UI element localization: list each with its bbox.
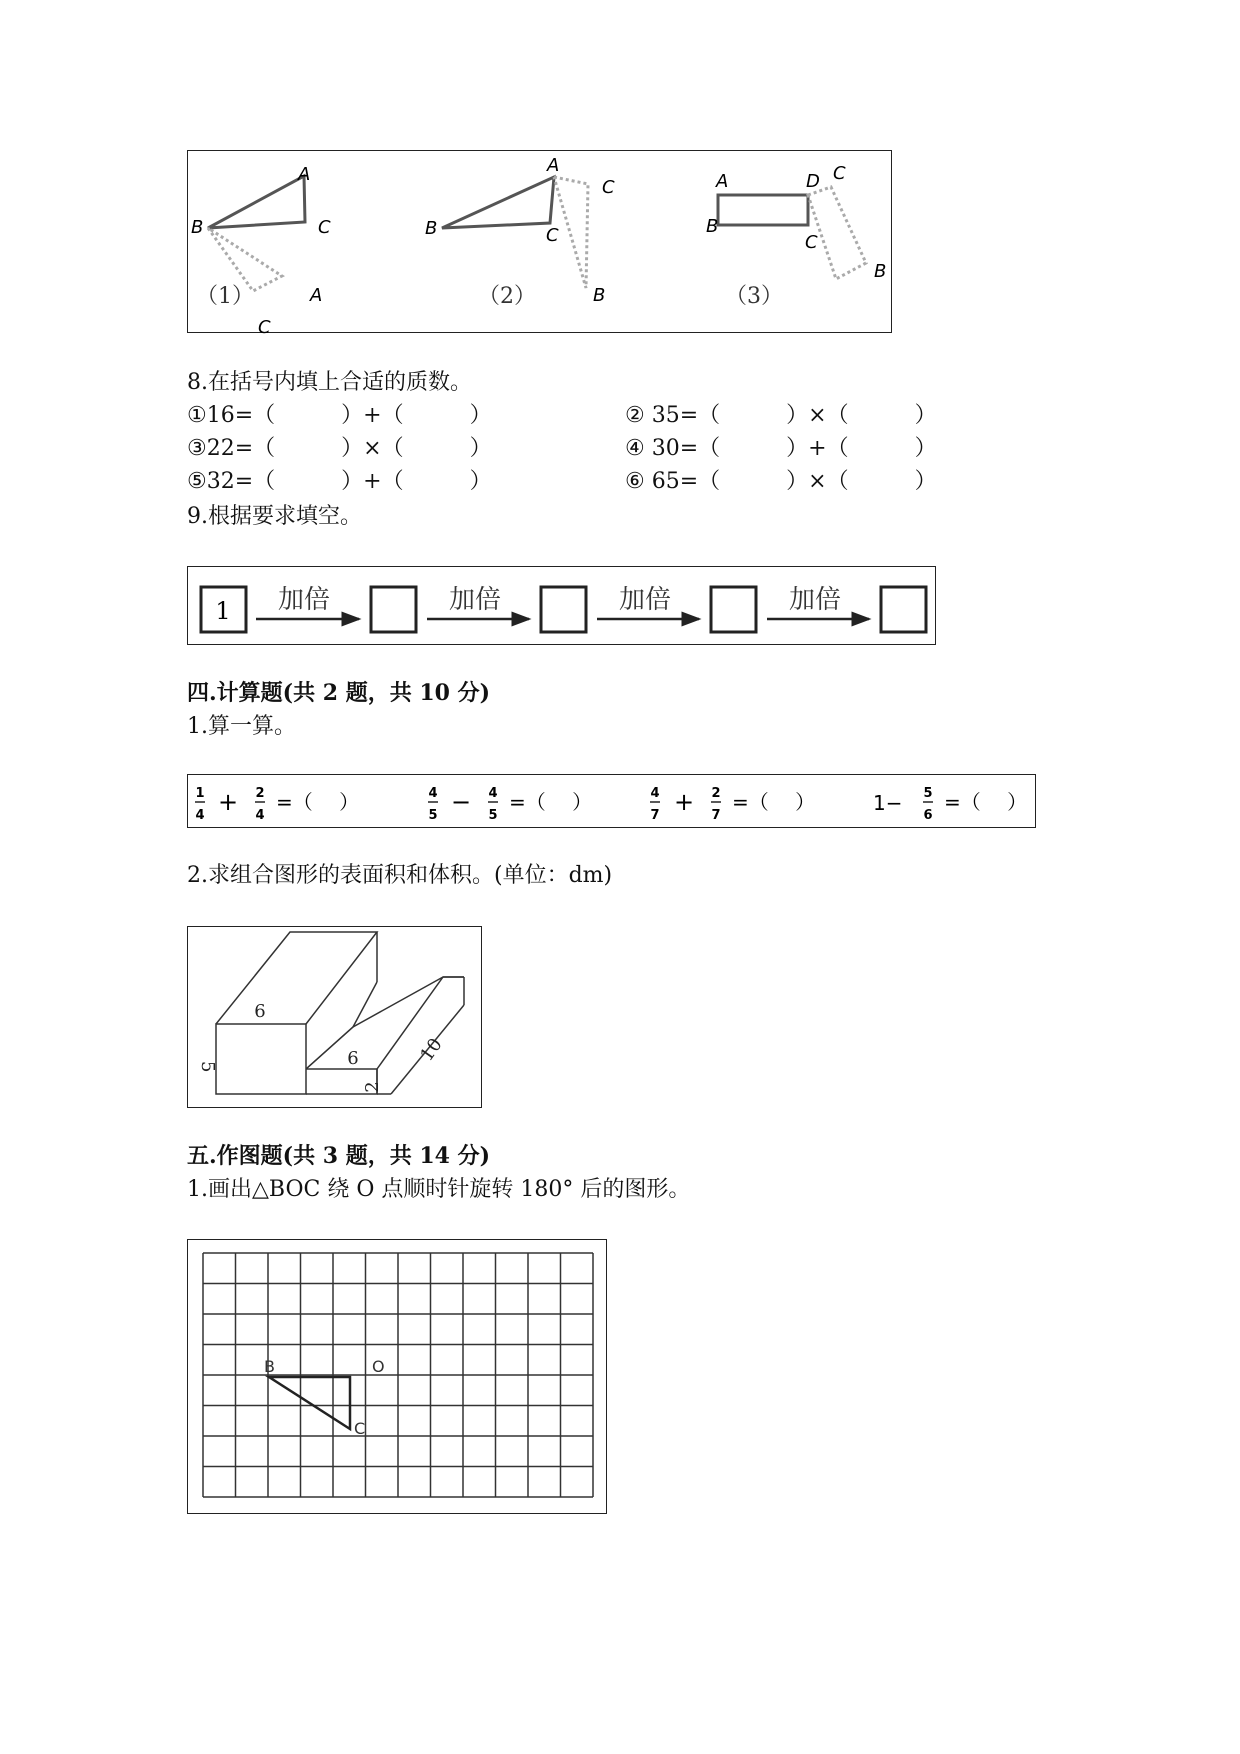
svg-text:4: 4 <box>428 786 438 801</box>
triangle-boc <box>269 1377 350 1429</box>
label-b: B <box>264 1357 275 1376</box>
answer-box-3[interactable] <box>711 587 756 632</box>
section-4-heading: 四.计算题(共 2 题，共 10 分) <box>187 680 491 706</box>
label-b-rotated: B <box>874 261 887 282</box>
label-left-height: 5 <box>197 1061 218 1073</box>
label-o: O <box>372 1357 385 1376</box>
label-top-length: 6 <box>254 1001 266 1022</box>
answer-blank[interactable]: =（ ） <box>732 790 816 814</box>
label-step-length: 6 <box>347 1048 359 1069</box>
drawing-question-1-title: 1.画出△BOC 绕 O 点顺时针旋转 180° 后的图形。 <box>187 1177 691 1202</box>
svg-text:+: + <box>673 788 695 816</box>
label-step-height: 2 <box>362 1081 383 1093</box>
label-c: C <box>354 1419 366 1438</box>
question-8-title: 8.在括号内填上合适的质数。 <box>187 370 472 395</box>
label-a: A <box>298 164 311 185</box>
q8-item-5: ⑤32=（ ）+（ ） <box>187 469 492 494</box>
q8-item-6: ⑥ 65=（ ）×（ ） <box>625 469 937 494</box>
label-depth: 10 <box>416 1034 447 1066</box>
arrow-label-double: 加倍 <box>448 585 502 615</box>
svg-text:7: 7 <box>650 808 660 823</box>
rotation-grid-figure <box>187 1239 607 1514</box>
calc-item-1 <box>195 786 359 823</box>
answer-blank[interactable]: =（ ） <box>509 790 593 814</box>
q8-item-2: ② 35=（ ）×（ ） <box>625 403 937 428</box>
calc-question-1-title: 1.算一算。 <box>187 714 296 739</box>
svg-text:2: 2 <box>255 786 265 801</box>
calc-item-3 <box>650 786 815 823</box>
svg-text:4: 4 <box>488 786 498 801</box>
fraction-calc-strip <box>187 774 1036 828</box>
svg-text:1−: 1− <box>873 791 903 815</box>
label-c: C <box>546 225 559 246</box>
q8-item-4: ④ 30=（ ）+（ ） <box>625 436 937 461</box>
svg-text:6: 6 <box>923 808 933 823</box>
label-a: A <box>716 171 729 192</box>
answer-blank[interactable]: =（ ） <box>276 790 360 814</box>
combined-solid-figure <box>187 926 482 1108</box>
svg-text:5: 5 <box>488 808 498 823</box>
section-5-heading: 五.作图题(共 3 题，共 14 分) <box>187 1143 491 1169</box>
rotation-case-2 <box>425 155 615 309</box>
label-b: B <box>706 216 719 237</box>
question-9-title: 9.根据要求填空。 <box>187 504 362 529</box>
arrow-label-double: 加倍 <box>277 585 331 615</box>
arrow-label-double: 加倍 <box>618 585 672 615</box>
calc-question-2-title: 2.求组合图形的表面积和体积。(单位：dm) <box>187 863 613 888</box>
label-c-rotated: C <box>602 177 615 198</box>
calc-item-4 <box>873 786 1027 823</box>
svg-text:7: 7 <box>711 808 721 823</box>
q8-item-1: ①16=（ ）+（ ） <box>187 403 492 428</box>
answer-blank[interactable]: =（ ） <box>944 790 1028 814</box>
q8-item-3: ③22=（ ）×（ ） <box>187 436 492 461</box>
label-b: B <box>425 218 438 239</box>
rotation-case-1 <box>191 164 331 334</box>
arrow-label-double: 加倍 <box>788 585 842 615</box>
calc-item-2 <box>428 786 592 823</box>
svg-text:4: 4 <box>195 808 205 823</box>
svg-text:5: 5 <box>428 808 438 823</box>
case-number: （3） <box>725 284 783 309</box>
rotation-case-3 <box>706 163 886 309</box>
svg-text:5: 5 <box>923 786 933 801</box>
case-number: （2） <box>478 284 536 309</box>
answer-box-4[interactable] <box>881 587 926 632</box>
svg-text:4: 4 <box>650 786 660 801</box>
label-a: A <box>547 155 560 176</box>
label-b-rotated: B <box>593 285 606 306</box>
svg-text:1: 1 <box>195 786 205 801</box>
rotation-figures <box>187 150 892 333</box>
svg-text:4: 4 <box>255 808 265 823</box>
doubling-chain-figure <box>187 566 936 645</box>
label-b: B <box>191 217 204 238</box>
answer-box-2[interactable] <box>541 587 586 632</box>
start-value: 1 <box>215 597 231 625</box>
svg-text:+: + <box>217 788 239 816</box>
label-a-rotated: A <box>310 285 323 306</box>
svg-text:−: − <box>450 788 472 816</box>
label-c-rotated: C <box>258 317 271 334</box>
label-c: C <box>805 232 818 253</box>
svg-text:2: 2 <box>711 786 721 801</box>
label-d: D <box>806 171 820 192</box>
label-c-rotated: C <box>833 163 846 184</box>
case-number: （1） <box>196 284 254 309</box>
label-c: C <box>318 217 331 238</box>
answer-box-1[interactable] <box>371 587 416 632</box>
